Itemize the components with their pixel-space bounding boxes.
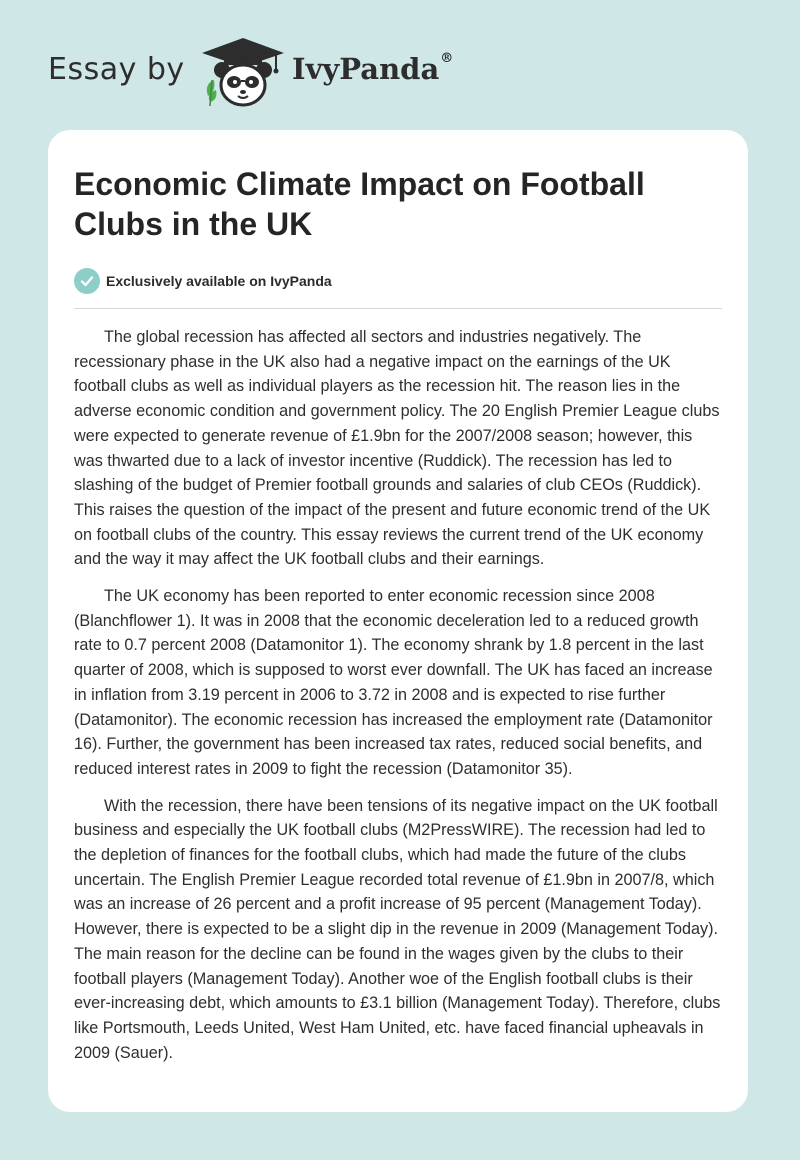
panda-graduate-icon[interactable] (200, 36, 286, 108)
exclusive-badge (74, 266, 722, 309)
paragraph: The UK economy has been reported to enter economic recession since 2008 (Blanchflower 1). It was in 2008 that the economic deceleration led to a reduced growth rate to 0.7 percent 2008 (Datamonitor 1). The economy shrank by 1.8 percent in the last quarter of 2008, which is supposed to worst ever downfall. The UK has faced an increase in inflation from 3.19 percent in 2006 to 3.72 in 2008 and is expected to rise further (Datamonitor). The economic recession has increased the employment rate (Datamonitor 16). Further, the government has been increased tax rates, reduced social benefits, and reduced interest rates in 2009 to fight the recession (Datamonitor 35). (74, 587, 713, 778)
registered-mark: ® (440, 51, 454, 67)
exclusive-badge-label: Exclusively available on IvyPanda (106, 273, 332, 289)
page-title: Economic Climate Impact on Football Clubs in the UK (74, 166, 645, 242)
essay-by-label: Essay by (48, 52, 185, 87)
paragraph: With the recession, there have been tensions of its negative impact on the UK football business and especially the UK football clubs (M2PressWIRE). The recession had led to the depletion of finances for the football clubs, which had made the future of the clubs uncertain. The English Premier League recorded total revenue of £1.9bn in 2007/8, which was an increase of 26 percent and a profit increase of 95 percent (Management Today). However, there is expected to be a slight dip in the revenue in 2009 (Management Today). The main reason for the decline can be found in the wages given by the clubs to their football players (Management Today). Another woe of the English football clubs is their ever-increasing debt, which amounts to £3.1 billion (Management Today). Therefore, clubs like Portsmouth, Leeds United, West Ham United, etc. have faced financial upheavals in 2009 (Sauer). (74, 796, 721, 1062)
essay-body (74, 325, 722, 1065)
essay-card (48, 130, 748, 1112)
paragraph: The global recession has affected all sectors and industries negatively. The recessionary phase in the UK also had a negative impact on the earnings of the UK football clubs as well as individual players as the recession hit. The reason lies in the adverse economic condition and government policy. The 20 English Premier League clubs were expected to generate revenue of £1.9bn for the 2007/2008 season; however, this was thwarted due to a lack of investor incentive (Ruddick). The recession has led to slashing of the budget of Premier football grounds and salaries of club CEOs (Ruddick). This raises the question of the impact of the present and future economic trend of the UK on football clubs of the country. This essay reviews the current trend of the UK economy and the way it may affect the UK football clubs and their earnings. (74, 328, 720, 569)
site-header (0, 0, 800, 130)
brand-logo-text[interactable] (292, 52, 453, 86)
brand-name: IvyPanda (292, 52, 440, 86)
check-circle-icon (74, 268, 100, 294)
